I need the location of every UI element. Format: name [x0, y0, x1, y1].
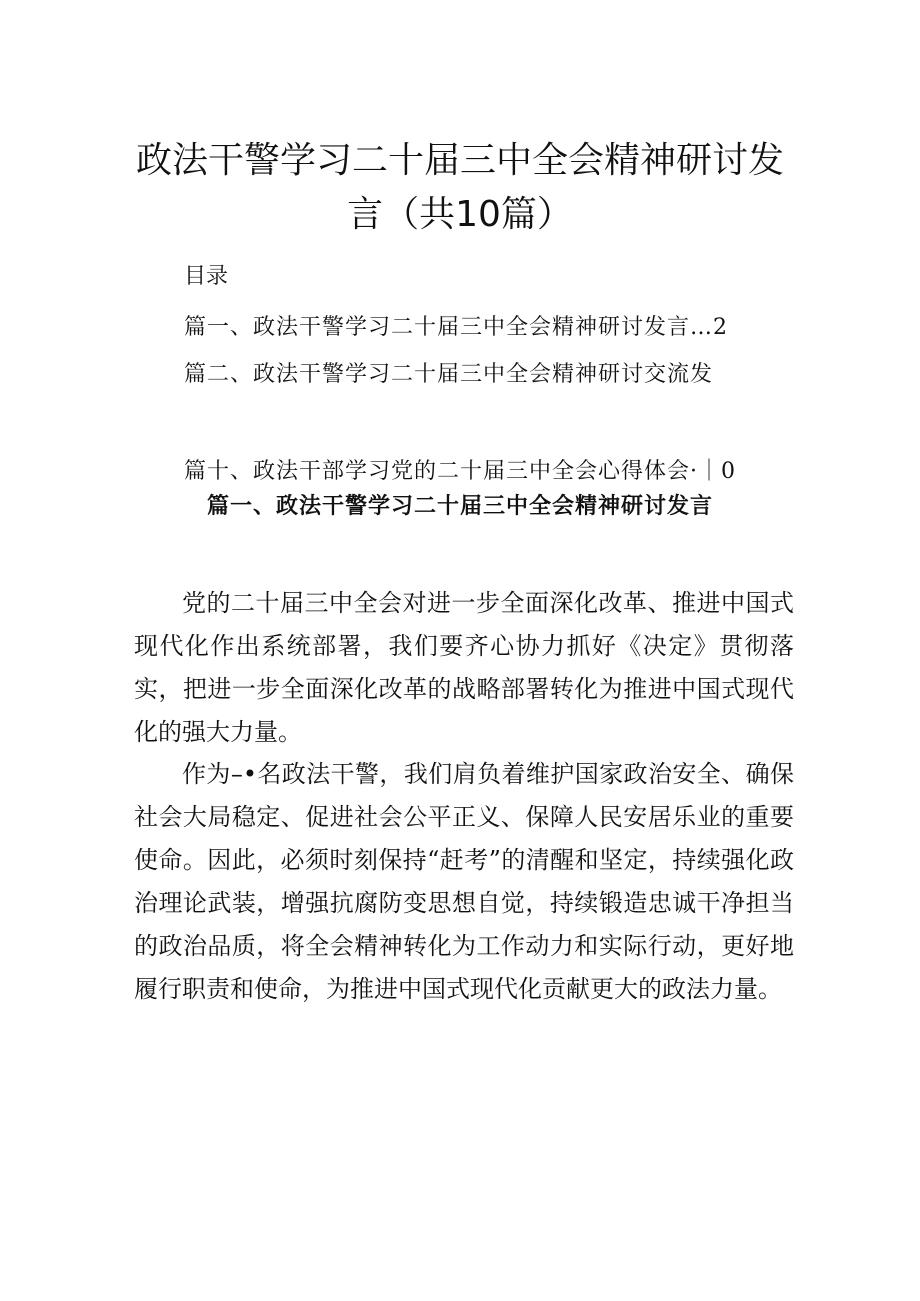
section-heading: 篇一、政法干警学习二十届三中全会精神研讨发言 — [206, 493, 713, 519]
toc-item[interactable]: 篇一、政法干警学习二十届三中全会精神研讨发言…2 — [184, 315, 728, 340]
body-paragraph: 党的二十届三中全会对进一步全面深化改革、推进中国式现代化作出系统部署，我们要齐心协力抓好《决定》贯彻落实，把进一步全面深化改革的战略部署转化为推进中国式现代化的强大力量。 — [134, 589, 794, 746]
body-paragraph: 作为–•名政法干警，我们肩负着维护国家政治安全、确保社会大局稳定、促进社会公平正义、保障人民安居乐业的重要使命。因此，必须时刻保持“赶考”的清醒和坚定，持续强化政治理论武装，增强抗腐防变思想自觉，持续锻造忠诚干净担当的政治品质，将全会精神转化为工作动力和实际行动，更好地履行职责和使命，为推进中国式现代化贡献更大的政法力量。 — [134, 760, 794, 1003]
toc-item[interactable]: 篇十、政法干部学习党的二十届三中全会心得体会·｜0 — [184, 459, 736, 484]
document-title-line-2: 言（共10篇） — [347, 194, 573, 235]
toc-item[interactable]: 篇二、政法干警学习二十届三中全会精神研讨交流发 — [184, 362, 714, 387]
document-title-line-1: 政法干警学习二十届三中全会精神研讨发 — [135, 140, 784, 181]
toc-label: 目录 — [184, 264, 229, 289]
